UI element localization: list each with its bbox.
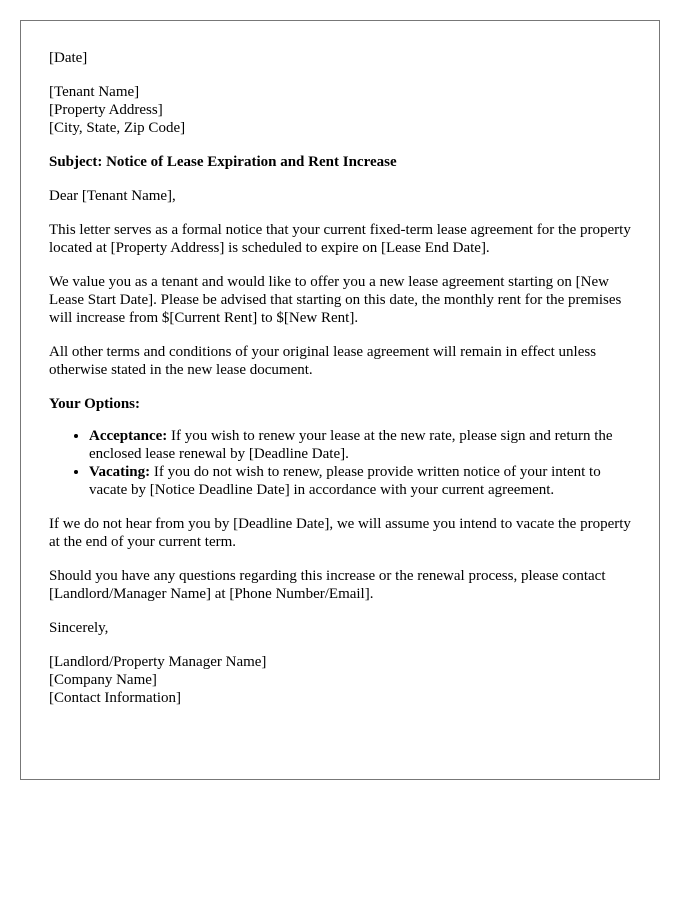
salutation: Dear [Tenant Name], [49, 188, 176, 204]
option-acceptance-label: Acceptance: [89, 428, 168, 444]
paragraph-notice: This letter serves as a formal notice that your current fixed-term lease agreement for the property located at [Property Address] is scheduled to expire on [Lease End Date]. [49, 222, 631, 256]
options-list [49, 427, 639, 499]
option-vacating-label: Vacating: [89, 464, 151, 480]
recipient-property-address: [Property Address] [49, 102, 163, 118]
recipient-city-state-zip: [City, State, Zip Code] [49, 120, 186, 136]
letter-date: [Date] [49, 50, 88, 66]
signature-company: [Company Name] [49, 672, 157, 688]
signature-block [49, 653, 639, 707]
closing: Sincerely, [49, 620, 109, 636]
paragraph-deadline: If we do not hear from you by [Deadline Date], we will assume you intend to vacate the property at the end of your current term. [49, 516, 631, 550]
option-acceptance-text: If you wish to renew your lease at the new rate, please sign and return the enclosed lease renewal by [Deadline Date]. [89, 428, 613, 462]
paragraph-offer: We value you as a tenant and would like to offer you a new lease agreement starting on [New Lease Start Date]. Please be advised that starting on this date, the monthly rent for the premises will increase from $[Current Rent] to $[New Rent]. [49, 274, 622, 326]
option-acceptance [89, 427, 639, 463]
signature-name: [Landlord/Property Manager Name] [49, 654, 267, 670]
option-vacating [89, 463, 639, 499]
signature-contact: [Contact Information] [49, 690, 182, 706]
option-vacating-text: If you do not wish to renew, please provide written notice of your intent to vacate by [Notice Deadline Date] in accordance with your current agreement. [89, 464, 601, 498]
paragraph-terms: All other terms and conditions of your original lease agreement will remain in effect unless otherwise stated in the new lease document. [49, 344, 597, 378]
paragraph-contact: Should you have any questions regarding this increase or the renewal process, please contact [Landlord/Manager Name] at [Phone Number/Email]. [49, 568, 606, 602]
letter-body [49, 49, 639, 707]
recipient-address [49, 83, 639, 137]
letter-page [20, 20, 660, 780]
options-heading: Your Options: [49, 396, 140, 412]
letter-subject: Subject: Notice of Lease Expiration and Rent Increase [49, 154, 397, 170]
recipient-name: [Tenant Name] [49, 84, 140, 100]
